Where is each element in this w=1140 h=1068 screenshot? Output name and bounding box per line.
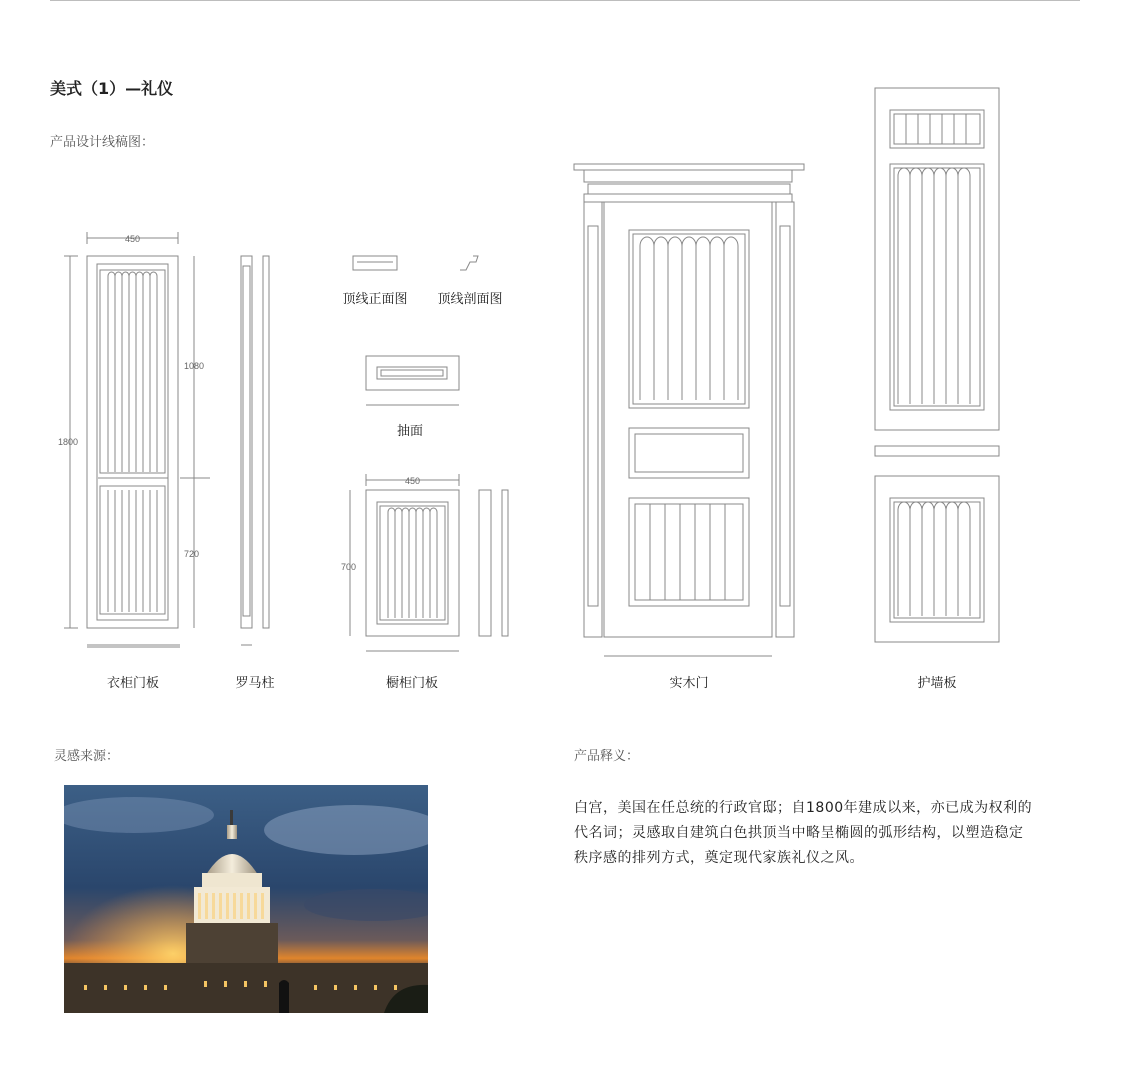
roman-column-caption: 罗马柱 <box>235 676 275 691</box>
definition-text: 白宫，美国在任总统的行政官邸；自1800年建成以来，亦已成为权利的代名词；灵感取自建筑白色拱顶当中略呈椭圆的弧形结构，以塑造稳定秩序感的排列方式，奠定现代家族礼仪之风。 <box>574 800 1033 866</box>
cabinet-width-dim: 450 <box>405 476 421 486</box>
wall-panel-caption: 护墙板 <box>917 676 957 691</box>
wardrobe-width-dim: 450 <box>125 234 141 244</box>
top-line-front-caption: 顶线正面图 <box>342 292 408 307</box>
solid-wood-door-caption: 实木门 <box>669 676 709 691</box>
wardrobe-door-caption: 衣柜门板 <box>106 676 159 691</box>
section-title: 美式（1）—礼仪 <box>50 79 174 98</box>
inspiration-label: 灵感来源： <box>54 749 120 764</box>
design-drawing-label: 产品设计线稿图： <box>50 135 155 150</box>
top-line-drawings <box>353 256 478 270</box>
wall-panel-drawing <box>875 88 999 642</box>
solid-wood-door-drawing <box>574 164 804 656</box>
drawer-face-caption: 抽面 <box>396 424 423 439</box>
drawer-face-drawing <box>366 356 459 405</box>
wardrobe-lower-dim: 720 <box>184 549 200 559</box>
roman-column-drawing <box>241 256 269 645</box>
wardrobe-door-drawing <box>64 232 210 647</box>
capitol-dome-photo <box>64 785 428 1013</box>
cabinet-height-dim: 700 <box>341 562 357 572</box>
cabinet-door-caption: 橱柜门板 <box>385 676 438 691</box>
top-line-section-caption: 顶线剖面图 <box>437 292 503 307</box>
wardrobe-upper-dim: 1080 <box>184 361 205 371</box>
cabinet-door-drawing <box>350 474 508 651</box>
definition-label: 产品释义： <box>574 749 640 764</box>
wardrobe-height-dim: 1800 <box>58 437 79 447</box>
